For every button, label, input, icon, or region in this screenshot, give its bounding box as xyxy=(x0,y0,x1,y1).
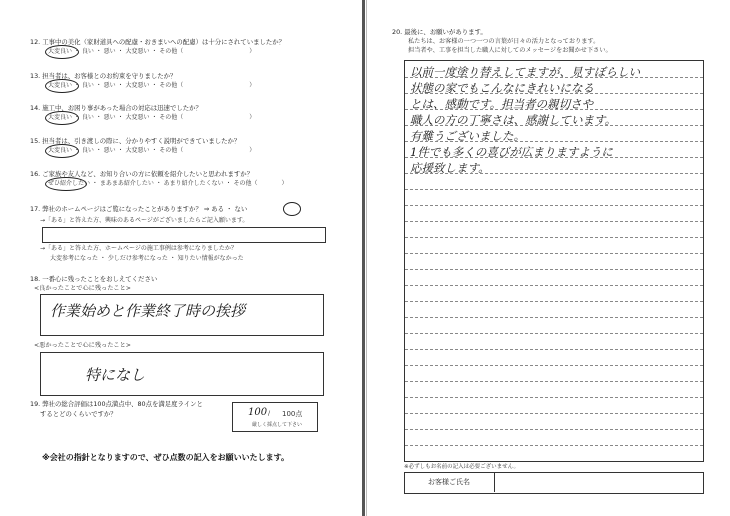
q17-sub1: →「ある」と答えた方、興味のあるページがございましたらご記入願います。 xyxy=(40,217,249,224)
q18-good-answer: 作業始めと作業終了時の挨拶 xyxy=(50,302,246,320)
q20-answer-line-3: とは、感動です。担当者の親切さや xyxy=(410,97,594,111)
q12-options: 大変良い ・ 良い ・ 悪い ・ 大変悪い ・ その他（ ） xyxy=(48,48,256,55)
q20-text: 20. 最後に、お願いがあります。 xyxy=(392,28,487,36)
q17-sub2: →「ある」と答えた方、ホームページの施工事例は参考になりましたか？ xyxy=(40,245,237,252)
q15-text: 15. 担当者は、引き渡しの際に、分かりやすく説明ができていましたか？ xyxy=(30,137,241,145)
q15-options: 大変良い ・ 良い ・ 悪い ・ 大変悪い ・ その他（ ） xyxy=(48,147,256,154)
q12-text: 12. 工事中の美化（家財道具への配慮・おきまいへの配慮）は十分にされていましたか？ xyxy=(30,38,286,46)
q13-options: 大変良い ・ 良い ・ 悪い ・ 大変悪い ・ その他（ ） xyxy=(48,82,256,89)
name-note: ※必ずしもお名前の記入は必要ございません。 xyxy=(404,464,519,470)
q20-answer-line-2: 状態の家でもこんなにきれいになる xyxy=(410,81,594,95)
q19-max: 100点 xyxy=(282,410,303,418)
q18-good-label: <良かったことで心に残ったこと> xyxy=(34,285,131,292)
q19-text-2: するとどのくらいですか？ xyxy=(40,410,117,418)
q13-selected-circle xyxy=(45,79,79,93)
q17-hp-options: 大変参考になった ・ 少しだけ参考になった ・ 知りたい情報がなかった xyxy=(50,255,244,262)
q20-sub1: 私たちは、お客様の一つ一つの言葉が日々の活力となっております。 xyxy=(408,38,600,45)
q19-hint: 厳しく採点して下さい xyxy=(252,422,303,428)
q19-text-1: 19. 弊社の総合評価は100点満点中、80点を満足度ラインと xyxy=(30,400,203,408)
q14-options: 大変良い ・ 良い ・ 悪い ・ 大変悪い ・ その他（ ） xyxy=(48,114,256,121)
q17-selected-circle xyxy=(283,202,301,216)
q16-options: ぜひ紹介したい ・ まあまあ紹介したい ・ あまり紹介したくない ・ その他（ ） xyxy=(48,180,288,187)
q20-answer-line-4: 職人の方の丁寧さは、感謝しています。 xyxy=(410,113,617,127)
q20-sub2: 担当者や、工事を担当した職人に対してのメッセージをお聞かせ下さい。 xyxy=(408,47,612,54)
q17-text: 17. 弊社のホームページはご覧になったことがありますか？ ⇒ ある ・ ない xyxy=(30,205,248,213)
q16-selected-circle xyxy=(45,177,87,191)
q20-answer-line-7: 応援致します。 xyxy=(410,161,490,175)
q12-selected-circle xyxy=(45,45,79,59)
footer-note: ※会社の指針となりますので、ぜひ点数の記入をお願いいたします。 xyxy=(42,453,289,462)
q18-bad-box xyxy=(40,352,324,396)
q15-selected-circle xyxy=(45,144,79,158)
q14-selected-circle xyxy=(45,111,79,125)
page-fold-shadow xyxy=(366,0,367,516)
q17-page-answer-box xyxy=(42,227,326,243)
q18-bad-answer: 特になし xyxy=(85,366,146,384)
q16-text: 16. ご家族や友人など、お知り合いの方に依頼を紹介したいと思われますか？ xyxy=(30,170,254,178)
q20-answer-line-6: 1件でも多くの喜びが広まりますように xyxy=(410,145,613,159)
customer-name-label: お客様ご氏名 xyxy=(404,472,495,492)
q14-text: 14. 施工中、お困り事があった場合の対応は迅速でしたか？ xyxy=(30,104,202,112)
q18-text: 18. 一番心に残ったことをおしえてください xyxy=(30,275,158,283)
q20-answer-line-1: 以前一度塗り替えしてますが、見すぼらしい xyxy=(410,65,640,79)
q13-text: 13. 担当者は、お客様とのお約束を守りましたか？ xyxy=(30,72,177,80)
q19-score: 100 xyxy=(248,407,268,418)
q18-bad-label: <悪かったことで心に残ったこと> xyxy=(34,342,131,349)
page-fold xyxy=(362,0,365,516)
q20-answer-line-5: 有難うございました。 xyxy=(410,129,525,143)
